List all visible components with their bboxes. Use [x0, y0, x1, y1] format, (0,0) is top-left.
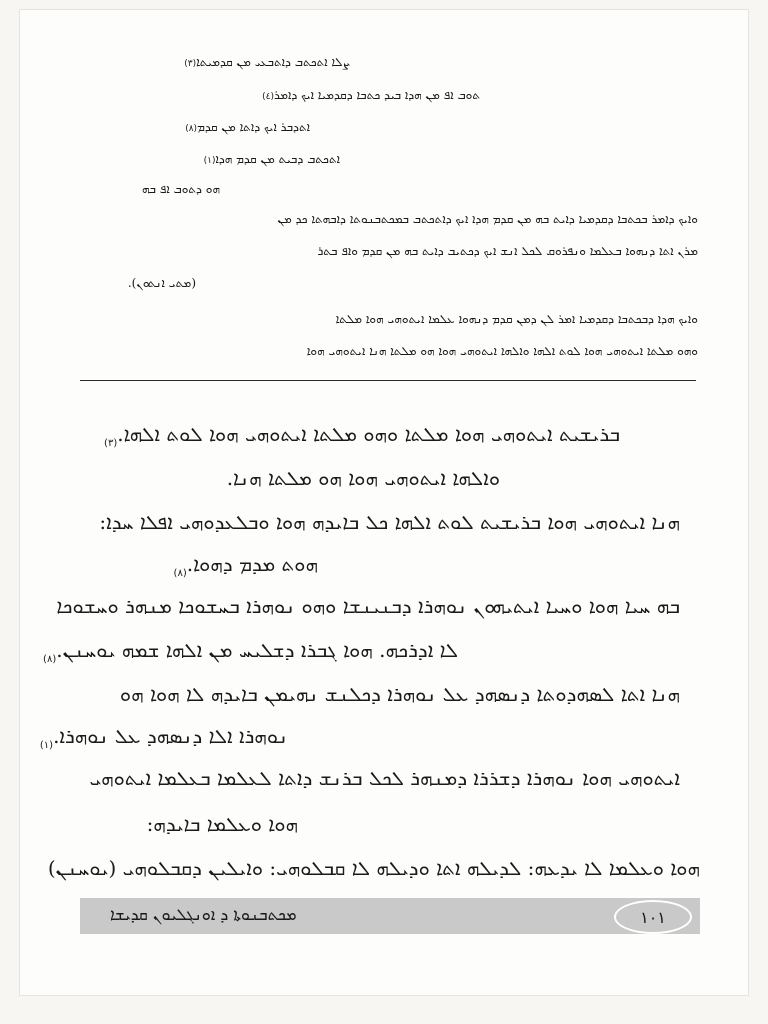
footnote-ref: (٣) [184, 59, 197, 69]
footnote-line [80, 88, 480, 103]
footnote-line [80, 152, 340, 167]
separator-rule [80, 380, 696, 381]
footnote-text: ܘܐܝܟ ܗܕܐ ܕܒܟܬܒܐ ܕܩܕܡܝܐ ܐܡܪ ܠܢ ܕܡܢ ܩܕܡ ܕܢܗܘܐ ܥܠܡܐ ܐܝܬܘܗܝ ܗܘܐ ܡܠܬܐ [335, 312, 698, 326]
footnote-text: ܐܬܟܬܒ ܕܒܝܬ ܡܢ ܩܕܡ ܗܕܐ [215, 152, 340, 166]
main-text-line [100, 682, 680, 706]
main-text-line [39, 724, 288, 751]
main-text-line [100, 466, 500, 490]
main-text: ܗܘܬ ܡܕܡ ܕܗܘܐ. [186, 552, 318, 576]
footnote-line [76, 344, 698, 359]
main-text: ܠܐ ܐܕܪܟܗ. ܗܘܐ ܓܒܪܐ ܕܫܠܝܚ ܡܢ ܐܠܗܐ ܫܡܗ ܝܘܚܢܢ. [56, 638, 458, 662]
footnote-line [76, 276, 196, 291]
footnote-ref: (٨) [185, 124, 198, 134]
page-number-text: ١٠١ [640, 907, 666, 927]
main-text: ܗܢܐ ܐܬܐ ܠܣܗܕܘܬܐ ܕܢܣܗܕ ܥܠ ܢܘܗܪܐ ܕܟܠܢܫ ܢܗܝܡܢ ܒܐܝܕܗ ܠܐ ܗܘܐ ܗܘ [119, 682, 680, 706]
footnote-text: ܡܪܢ ܐܬܐ ܕܢܗܘܐ ܒܥܠܡܐ ܘܢܦܪܘܩ ܠܟܠ ܐܢܫ ܐܝܟ ܕܟܬܝܒ ܕܐܝܬ ܒܗ ܡܢ ܩܕܡ ܘܐܦ ܒܬܪ [317, 244, 698, 258]
footnote-ref: (١) [203, 156, 216, 166]
main-text-line [89, 766, 680, 790]
footnote-marker: (٨) [43, 654, 57, 665]
main-text-line [100, 510, 680, 534]
main-text: ܗܘܐ ܘܥܠܡܐ ܒܐܝܕܗ: [146, 812, 298, 836]
footnote-line [76, 244, 698, 259]
main-text-line [100, 422, 620, 449]
main-text-line [78, 812, 298, 836]
main-text-line [43, 638, 458, 665]
footnote-text: (ܡܬܝ ܐܢܬܘܢ). [127, 276, 196, 290]
main-text-line [47, 856, 700, 880]
footer-title: ܡܟܬܒܢܘܬܐ ܕ ܐܘܢܓܠܝܘܢ ܩܕܝܫܐ [110, 905, 297, 924]
main-text: ܐܝܬܘܗܝ ܗܘܐ ܢܘܗܪܐ ܕܫܪܪܐ ܕܡܢܗܪ ܠܟܠ ܒܪܢܫ ܕܐܬܐ ܠܥܠܡܐ ܒܥܠܡܐ ܐܝܬܘܗܝ [89, 766, 680, 790]
footnote-line [80, 182, 220, 197]
footnote-text: ܘܐܝܟ ܕܐܡܪ ܒܟܬܒܐ ܕܩܕܡܝܐ ܕܐܝܬ ܒܗ ܡܢ ܩܕܡ ܗܕܐ ܐܝܟ ܕܐܬܟܬܒ ܒܡܟܬܒܢܘܬܐ ܕܐܒܗܬܐ ܟܕ ܡܢ [277, 212, 698, 226]
footnote-line [80, 55, 350, 70]
footnote-marker: (٣) [104, 438, 118, 449]
main-text: ܒܪܝܫܝܬ ܐܝܬܘܗܝ ܗܘܐ ܡܠܬܐ ܘܗܘ ܡܠܬܐ ܐܝܬܘܗܝ ܗܘܐ ܠܘܬ ܐܠܗܐ. [117, 422, 620, 446]
footnote-line [76, 212, 698, 227]
footnote-text: ܬܘܒ ܐܦ ܡܢ ܗܕܐ ܒܝܕ ܟܬܒܐ ܕܩܕܡܝܐ ܐܝܟ ܕܐܡܪ [274, 88, 480, 102]
main-text: ܗܘܐ ܘܥܠܡܐ ܠܐ ܝܕܥܗ: ܠܕܝܠܗ ܐܬܐ ܘܕܝܠܗ ܠܐ ܩܒܠܘܗܝ: ܘܐܝܠܝܢ ܕܩܒܠܘܗܝ (ܝܘܚܢܢ) [47, 856, 700, 880]
footnote-marker: (٨) [173, 568, 187, 579]
footnote-marker: (١) [39, 740, 54, 751]
footnote-text: ܗܘ ܕܬܘܒ ܐܦ ܒܗ [141, 182, 220, 196]
main-text: ܘܐܠܗܐ ܐܝܬܘܗܝ ܗܘܐ ܗܘ ܡܠܬܐ ܗܢܐ. [226, 466, 500, 490]
main-text: ܗܢܐ ܐܝܬܘܗܝ ܗܘܐ ܒܪܝܫܝܬ ܠܘܬ ܐܠܗܐ ܟܠ ܒܐܝܕܗ ܗܘܐ ܘܒܠܥܕܘܗܝ ܐܦܠܐ ܚܕܐ: [99, 510, 680, 534]
footnote-line [80, 120, 310, 135]
footnote-ref: (٤) [262, 92, 275, 102]
footnote-text: ܐܬܕܒܪ ܐܝܟ ܕܐܬܐ ܡܢ ܩܕܡ [197, 120, 310, 134]
main-text-line [56, 594, 680, 618]
main-text-line [78, 552, 318, 579]
main-text: ܒܗ ܚܝܐ ܗܘܐ ܘܚܝܐ ܐܝܬܝܗܘܢ ܢܘܗܪܐ ܕܒܢܝܢܫܐ ܘܗܘ ܢܘܗܪܐ ܒܚܫܘܟܐ ܡܢܗܪ ܘܚܫܘܟܐ [56, 594, 680, 618]
footnote-text: ܨܠܐ ܐܬܟܬܒ ܕܐܬܒܥܝ ܡܢ ܩܕܡܝܬܐ [196, 55, 350, 69]
footnote-text: ܘܗܘ ܡܠܬܐ ܐܝܬܘܗܝ ܗܘܐ ܠܘܬ ܐܠܗܐ ܘܐܠܗܐ ܐܝܬܘܗܝ ܗܘܐ ܗܘ ܡܠܬܐ ܗܢܐ ܐܝܬܘܗܝ ܗܘܐ [306, 344, 698, 358]
page-number [614, 900, 692, 934]
footnote-line [76, 312, 698, 327]
main-text: ܢܘܗܪܐ ܐܠܐ ܕܢܣܗܕ ܥܠ ܢܘܗܪܐ. [53, 724, 288, 748]
